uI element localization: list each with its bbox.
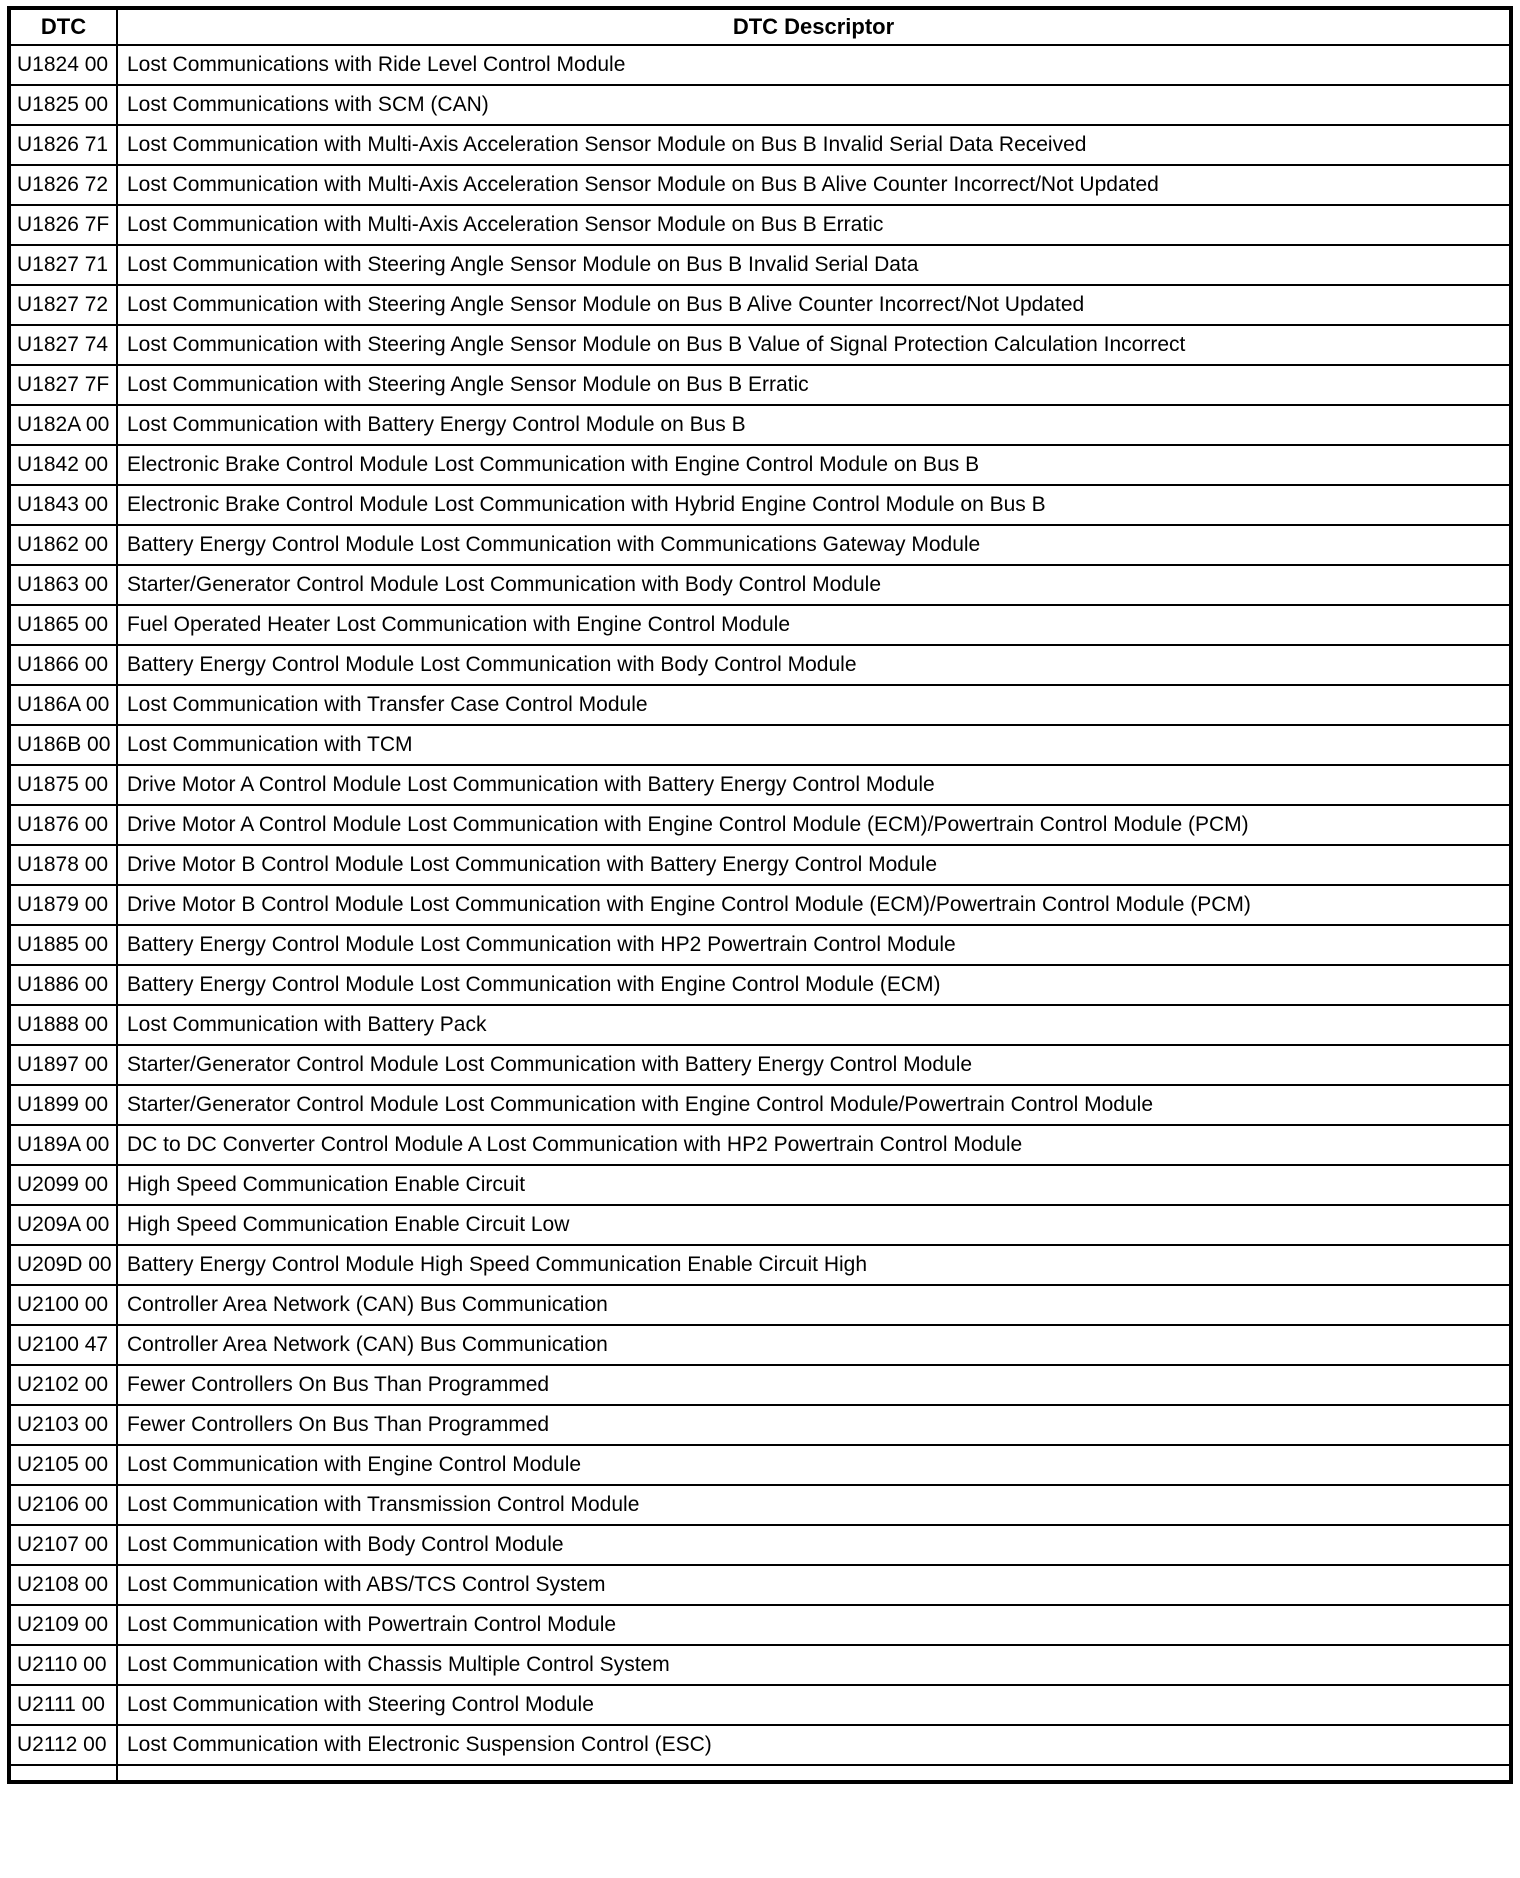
dtc-code-cell: U1876 00 bbox=[9, 805, 117, 845]
table-row bbox=[9, 845, 1511, 885]
table-row bbox=[9, 1365, 1511, 1405]
dtc-descriptor-cell: Fuel Operated Heater Lost Communication with Engine Control Module bbox=[117, 605, 1511, 645]
dtc-code-cell: U2110 00 bbox=[9, 1645, 117, 1685]
dtc-code-cell bbox=[9, 1765, 117, 1782]
table-row bbox=[9, 245, 1511, 285]
table-row bbox=[9, 1165, 1511, 1205]
dtc-descriptor-cell: Lost Communication with Transmission Control Module bbox=[117, 1485, 1511, 1525]
table-row bbox=[9, 1325, 1511, 1365]
table-row bbox=[9, 405, 1511, 445]
table-row bbox=[9, 1285, 1511, 1325]
table-row bbox=[9, 605, 1511, 645]
dtc-descriptor-cell: Starter/Generator Control Module Lost Communication with Body Control Module bbox=[117, 565, 1511, 605]
dtc-code-cell: U1899 00 bbox=[9, 1085, 117, 1125]
dtc-code-cell: U2112 00 bbox=[9, 1725, 117, 1765]
dtc-descriptor-cell: Lost Communication with Multi-Axis Acceleration Sensor Module on Bus B Erratic bbox=[117, 205, 1511, 245]
table-row bbox=[9, 1125, 1511, 1165]
dtc-code-cell: U1878 00 bbox=[9, 845, 117, 885]
table-row bbox=[9, 645, 1511, 685]
table-row bbox=[9, 1405, 1511, 1445]
table-row bbox=[9, 445, 1511, 485]
dtc-descriptor-cell: Lost Communication with Transfer Case Control Module bbox=[117, 685, 1511, 725]
table-row bbox=[9, 165, 1511, 205]
dtc-code-cell: U2106 00 bbox=[9, 1485, 117, 1525]
dtc-code-cell: U1826 72 bbox=[9, 165, 117, 205]
table-row bbox=[9, 1205, 1511, 1245]
dtc-descriptor-cell: Lost Communication with Steering Angle Sensor Module on Bus B Alive Counter Incorrect/Not Updated bbox=[117, 285, 1511, 325]
dtc-code-cell: U1865 00 bbox=[9, 605, 117, 645]
dtc-code-cell: U2100 00 bbox=[9, 1285, 117, 1325]
dtc-code-cell: U209D 00 bbox=[9, 1245, 117, 1285]
dtc-code-cell: U1866 00 bbox=[9, 645, 117, 685]
dtc-code-cell: U2099 00 bbox=[9, 1165, 117, 1205]
dtc-descriptor-cell: Lost Communication with Chassis Multiple Control System bbox=[117, 1645, 1511, 1685]
dtc-descriptor-cell bbox=[117, 1765, 1511, 1782]
dtc-descriptor-cell: Electronic Brake Control Module Lost Communication with Engine Control Module on Bus B bbox=[117, 445, 1511, 485]
table-row bbox=[9, 725, 1511, 765]
dtc-descriptor-cell: Drive Motor A Control Module Lost Communication with Battery Energy Control Module bbox=[117, 765, 1511, 805]
dtc-code-cell: U1827 71 bbox=[9, 245, 117, 285]
dtc-descriptor-cell: Electronic Brake Control Module Lost Communication with Hybrid Engine Control Module on Bus B bbox=[117, 485, 1511, 525]
dtc-code-cell: U2105 00 bbox=[9, 1445, 117, 1485]
dtc-code-cell: U186B 00 bbox=[9, 725, 117, 765]
dtc-descriptor-cell: DC to DC Converter Control Module A Lost Communication with HP2 Powertrain Control Module bbox=[117, 1125, 1511, 1165]
dtc-code-cell: U1842 00 bbox=[9, 445, 117, 485]
dtc-code-cell: U1897 00 bbox=[9, 1045, 117, 1085]
dtc-descriptor-cell: Lost Communication with Steering Angle Sensor Module on Bus B Value of Signal Protection Calculation Incorrect bbox=[117, 325, 1511, 365]
table-row bbox=[9, 1005, 1511, 1045]
dtc-table bbox=[7, 6, 1513, 1784]
dtc-descriptor-cell: Battery Energy Control Module Lost Communication with HP2 Powertrain Control Module bbox=[117, 925, 1511, 965]
dtc-descriptor-cell: Lost Communication with Multi-Axis Acceleration Sensor Module on Bus B Alive Counter Incorrect/Not Updated bbox=[117, 165, 1511, 205]
table-row bbox=[9, 1445, 1511, 1485]
dtc-descriptor-cell: Controller Area Network (CAN) Bus Communication bbox=[117, 1285, 1511, 1325]
dtc-code-cell: U1826 7F bbox=[9, 205, 117, 245]
table-row bbox=[9, 365, 1511, 405]
dtc-descriptor-cell: Fewer Controllers On Bus Than Programmed bbox=[117, 1365, 1511, 1405]
dtc-code-cell: U1827 72 bbox=[9, 285, 117, 325]
dtc-descriptor-cell: Lost Communication with Steering Angle Sensor Module on Bus B Erratic bbox=[117, 365, 1511, 405]
dtc-code-cell: U1827 74 bbox=[9, 325, 117, 365]
dtc-code-cell: U2108 00 bbox=[9, 1565, 117, 1605]
table-row bbox=[9, 1525, 1511, 1565]
table-row bbox=[9, 125, 1511, 165]
descriptor-column-header: DTC Descriptor bbox=[117, 8, 1511, 45]
dtc-descriptor-cell: Battery Energy Control Module Lost Communication with Body Control Module bbox=[117, 645, 1511, 685]
table-row bbox=[9, 1565, 1511, 1605]
dtc-code-cell: U1843 00 bbox=[9, 485, 117, 525]
dtc-code-cell: U189A 00 bbox=[9, 1125, 117, 1165]
table-row-partial bbox=[9, 1765, 1511, 1782]
table-row bbox=[9, 925, 1511, 965]
dtc-code-cell: U2102 00 bbox=[9, 1365, 117, 1405]
table-row bbox=[9, 1605, 1511, 1645]
dtc-descriptor-cell: Lost Communication with Battery Pack bbox=[117, 1005, 1511, 1045]
dtc-descriptor-cell: Drive Motor B Control Module Lost Communication with Engine Control Module (ECM)/Powertrain Control Module (PCM) bbox=[117, 885, 1511, 925]
table-row bbox=[9, 285, 1511, 325]
dtc-code-cell: U209A 00 bbox=[9, 1205, 117, 1245]
dtc-descriptor-cell: Lost Communication with ABS/TCS Control System bbox=[117, 1565, 1511, 1605]
dtc-descriptor-cell: Lost Communications with SCM (CAN) bbox=[117, 85, 1511, 125]
dtc-code-cell: U1863 00 bbox=[9, 565, 117, 605]
table-row bbox=[9, 1485, 1511, 1525]
table-row bbox=[9, 205, 1511, 245]
dtc-descriptor-cell: Lost Communication with Battery Energy Control Module on Bus B bbox=[117, 405, 1511, 445]
dtc-code-cell: U1827 7F bbox=[9, 365, 117, 405]
table-row bbox=[9, 325, 1511, 365]
dtc-descriptor-cell: Lost Communication with Multi-Axis Acceleration Sensor Module on Bus B Invalid Serial Data Received bbox=[117, 125, 1511, 165]
dtc-descriptor-cell: Starter/Generator Control Module Lost Communication with Battery Energy Control Module bbox=[117, 1045, 1511, 1085]
dtc-descriptor-cell: Lost Communication with Steering Control Module bbox=[117, 1685, 1511, 1725]
dtc-descriptor-cell: Starter/Generator Control Module Lost Communication with Engine Control Module/Powertrain Control Module bbox=[117, 1085, 1511, 1125]
dtc-descriptor-cell: Lost Communication with Powertrain Control Module bbox=[117, 1605, 1511, 1645]
table-row bbox=[9, 485, 1511, 525]
table-row bbox=[9, 805, 1511, 845]
dtc-descriptor-cell: Lost Communications with Ride Level Control Module bbox=[117, 45, 1511, 85]
dtc-descriptor-cell: Lost Communication with Electronic Suspension Control (ESC) bbox=[117, 1725, 1511, 1765]
table-row bbox=[9, 885, 1511, 925]
dtc-descriptor-cell: Lost Communication with Steering Angle Sensor Module on Bus B Invalid Serial Data bbox=[117, 245, 1511, 285]
dtc-code-cell: U1862 00 bbox=[9, 525, 117, 565]
dtc-descriptor-cell: Fewer Controllers On Bus Than Programmed bbox=[117, 1405, 1511, 1445]
dtc-descriptor-cell: High Speed Communication Enable Circuit bbox=[117, 1165, 1511, 1205]
dtc-descriptor-cell: Lost Communication with Engine Control Module bbox=[117, 1445, 1511, 1485]
dtc-code-cell: U1826 71 bbox=[9, 125, 117, 165]
dtc-code-cell: U1886 00 bbox=[9, 965, 117, 1005]
dtc-descriptor-cell: Controller Area Network (CAN) Bus Communication bbox=[117, 1325, 1511, 1365]
table-row bbox=[9, 1645, 1511, 1685]
dtc-code-cell: U182A 00 bbox=[9, 405, 117, 445]
table-row bbox=[9, 1725, 1511, 1765]
dtc-code-cell: U1879 00 bbox=[9, 885, 117, 925]
table-header-row bbox=[9, 8, 1511, 45]
dtc-descriptor-cell: Battery Energy Control Module Lost Communication with Communications Gateway Module bbox=[117, 525, 1511, 565]
dtc-descriptor-cell: Drive Motor A Control Module Lost Communication with Engine Control Module (ECM)/Powertrain Control Module (PCM) bbox=[117, 805, 1511, 845]
table-row bbox=[9, 1245, 1511, 1285]
dtc-code-cell: U1824 00 bbox=[9, 45, 117, 85]
dtc-descriptor-cell: Battery Energy Control Module High Speed Communication Enable Circuit High bbox=[117, 1245, 1511, 1285]
dtc-table-body bbox=[9, 45, 1511, 1782]
dtc-code-cell: U2100 47 bbox=[9, 1325, 117, 1365]
dtc-descriptor-cell: Lost Communication with TCM bbox=[117, 725, 1511, 765]
table-row bbox=[9, 685, 1511, 725]
table-row bbox=[9, 1045, 1511, 1085]
dtc-code-cell: U2107 00 bbox=[9, 1525, 117, 1565]
dtc-code-cell: U186A 00 bbox=[9, 685, 117, 725]
dtc-descriptor-cell: Drive Motor B Control Module Lost Communication with Battery Energy Control Module bbox=[117, 845, 1511, 885]
table-row bbox=[9, 45, 1511, 85]
table-row bbox=[9, 1085, 1511, 1125]
table-row bbox=[9, 85, 1511, 125]
dtc-descriptor-cell: Battery Energy Control Module Lost Communication with Engine Control Module (ECM) bbox=[117, 965, 1511, 1005]
table-row bbox=[9, 965, 1511, 1005]
dtc-column-header: DTC bbox=[9, 8, 117, 45]
table-row bbox=[9, 525, 1511, 565]
dtc-descriptor-cell: Lost Communication with Body Control Module bbox=[117, 1525, 1511, 1565]
dtc-code-cell: U2111 00 bbox=[9, 1685, 117, 1725]
table-row bbox=[9, 765, 1511, 805]
dtc-code-cell: U1875 00 bbox=[9, 765, 117, 805]
dtc-descriptor-cell: High Speed Communication Enable Circuit Low bbox=[117, 1205, 1511, 1245]
table-row bbox=[9, 565, 1511, 605]
dtc-code-cell: U1825 00 bbox=[9, 85, 117, 125]
dtc-code-cell: U2103 00 bbox=[9, 1405, 117, 1445]
dtc-code-cell: U1885 00 bbox=[9, 925, 117, 965]
table-row bbox=[9, 1685, 1511, 1725]
dtc-code-cell: U2109 00 bbox=[9, 1605, 117, 1645]
dtc-code-cell: U1888 00 bbox=[9, 1005, 117, 1045]
